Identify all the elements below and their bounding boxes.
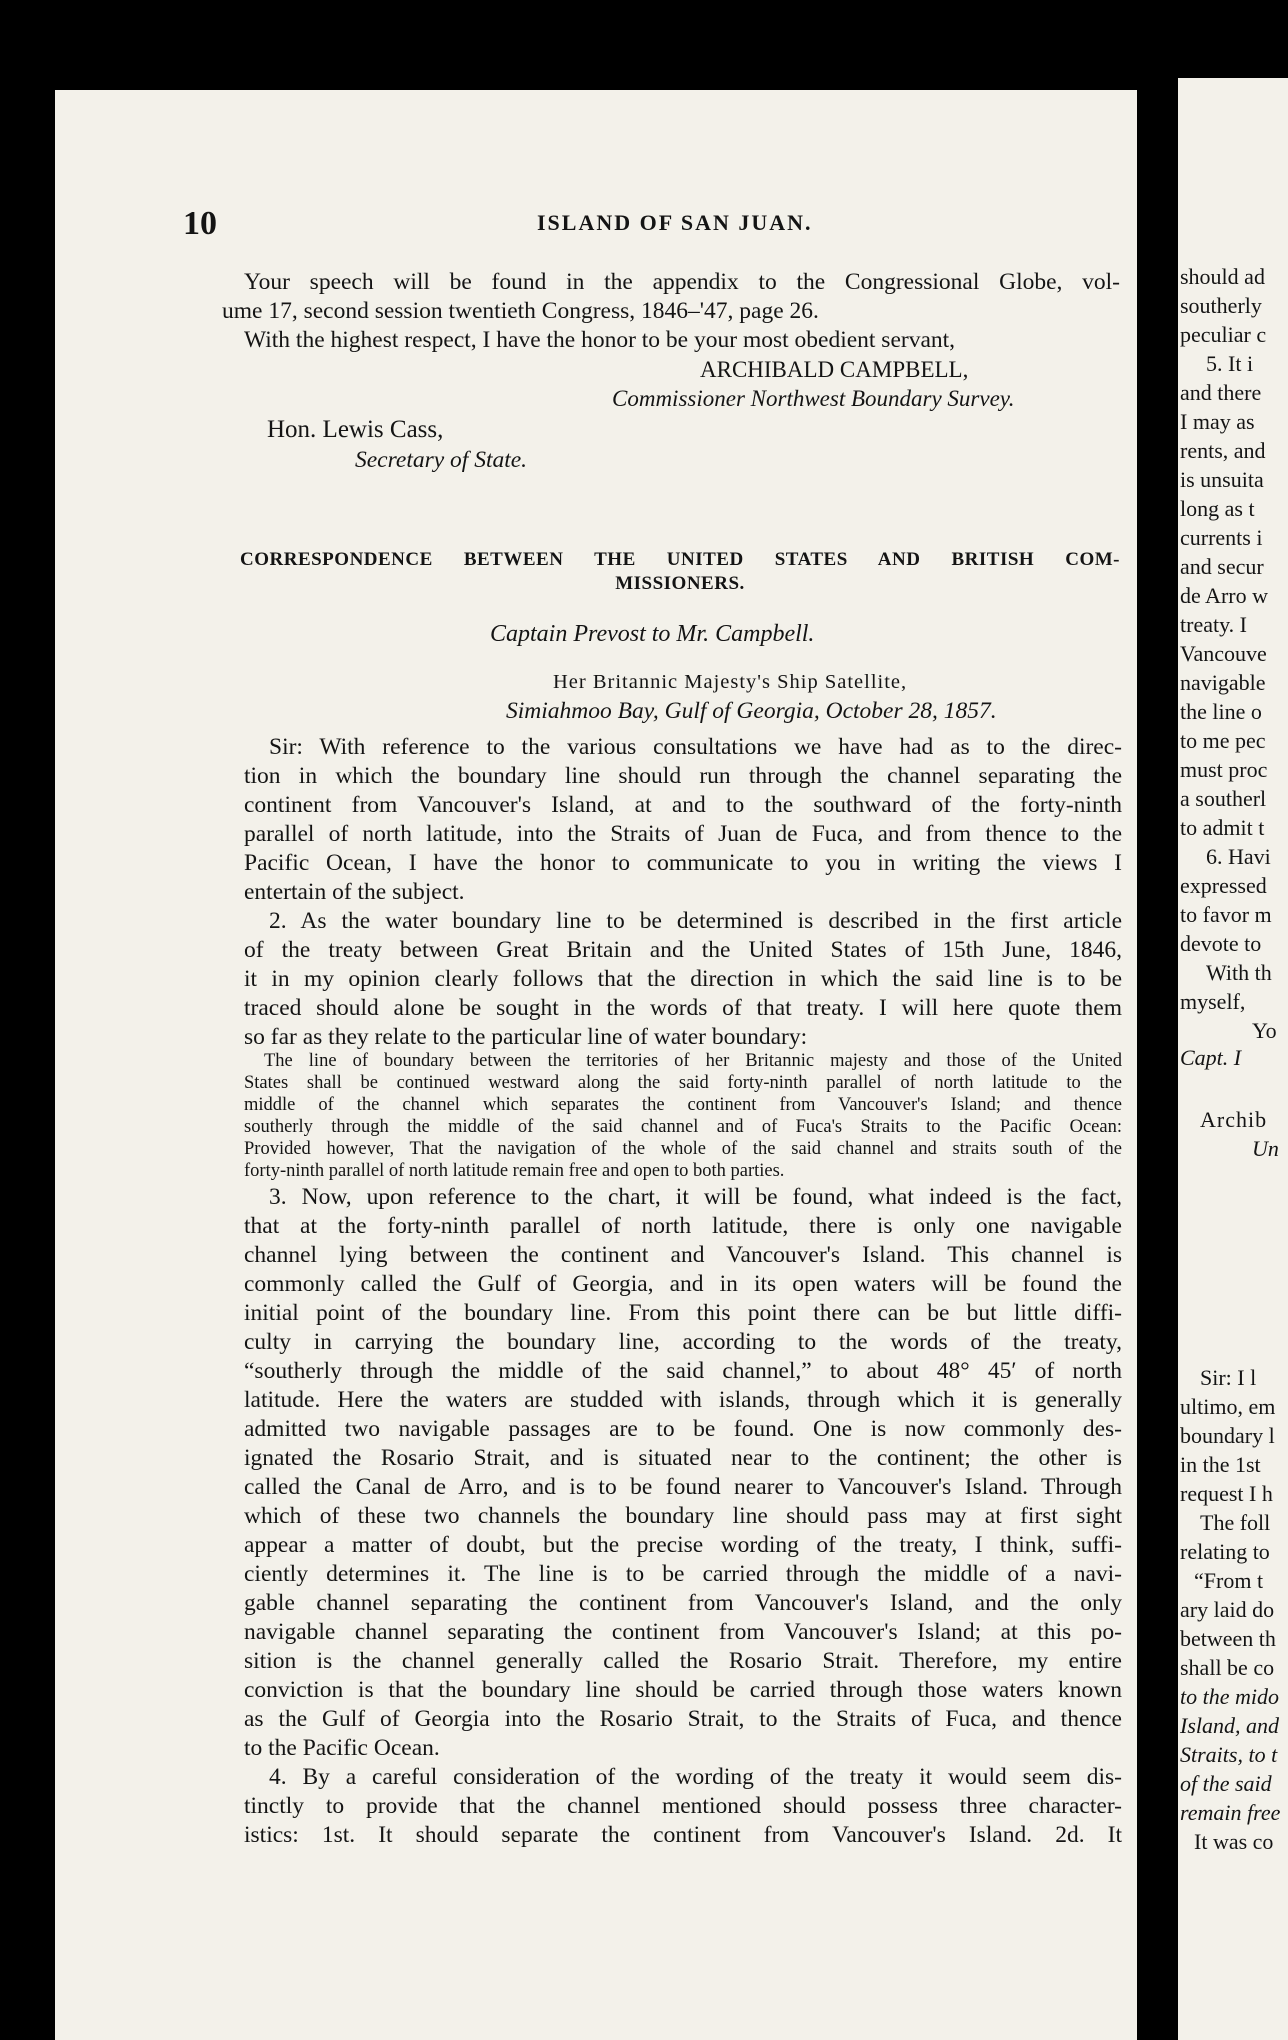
text-line: gable channel separating the continent from Vancouver's Island, and the only <box>244 1590 1122 1616</box>
fragment-line: rents, and <box>1180 438 1266 463</box>
addressee: Hon. Lewis Cass, <box>267 416 444 443</box>
text-line: Pacific Ocean, I have the honor to communicate to you in writing the views I <box>244 850 1122 876</box>
text-line: Sir: With reference to the various consultations we have had as to the direc- <box>269 734 1122 760</box>
fragment-line: peculiar c <box>1180 322 1267 347</box>
paragraph-2 <box>244 907 1122 1052</box>
text-line: channel lying between the continent and Vancouver's Island. This channel is <box>244 1242 1122 1268</box>
fragment-line: of the said <box>1180 1771 1272 1796</box>
fragment-line: currents i <box>1180 525 1263 550</box>
text-line: sition is the channel generally called the Rosario Strait. Therefore, my entire <box>244 1648 1122 1674</box>
fragment-line: between th <box>1180 1626 1276 1651</box>
fragment-line: expressed <box>1180 873 1267 898</box>
text-line: as the Gulf of Georgia into the Rosario Strait, to the Straits of Fuca, and thence <box>244 1706 1122 1732</box>
fragment-line: to the mido <box>1180 1684 1279 1709</box>
fragment-line: request I h <box>1180 1481 1273 1506</box>
addressee-title: Secretary of State. <box>355 447 528 473</box>
fragment-line: ary laid do <box>1180 1597 1275 1622</box>
fragment-line: Sir: I l <box>1200 1365 1257 1390</box>
fragment-line: southerly <box>1180 293 1262 318</box>
opening-letter-body <box>222 268 1120 355</box>
quote-line: forty-ninth parallel of north latitude remain free and open to both parties. <box>244 1161 785 1181</box>
right-column-top <box>1180 262 1277 1045</box>
treaty-quote <box>244 1050 1122 1182</box>
text-line: culty in carrying the boundary line, according to the words of the treaty, <box>244 1329 1122 1355</box>
text-line: initial point of the boundary line. From this point there can be but little diffi- <box>244 1300 1122 1326</box>
fragment-line: and there <box>1180 380 1262 405</box>
text-line: tinctly to provide that the channel mentioned should possess three character- <box>244 1793 1122 1819</box>
text-line: to the Pacific Ocean. <box>244 1735 440 1761</box>
text-line: ume 17, second session twentieth Congress, 1846–'47, page 26. <box>222 298 819 324</box>
fragment-line: should ad <box>1180 264 1265 289</box>
right-column-fragment: Un <box>1252 1136 1279 1161</box>
text-line: “southerly through the middle of the said channel,” to about 48° 45′ of north <box>244 1358 1122 1384</box>
quote-line: middle of the channel which separates the continent from Vancouver's Island; and thence <box>244 1095 1122 1115</box>
paragraph-1 <box>244 733 1122 907</box>
fragment-line: a southerl <box>1180 786 1267 811</box>
closing-line: With the highest respect, I have the honor to be your most obedient servant, <box>244 327 956 353</box>
text-line: ciently determines it. The line is to be carried through the middle of a navi- <box>244 1561 1122 1587</box>
text-line: so far as they relate to the particular line of water boundary: <box>244 1024 808 1050</box>
fragment-line: myself, <box>1180 989 1246 1014</box>
text-line: navigable channel separating the continent from Vancouver's Island; at this po- <box>244 1619 1122 1645</box>
text-line: ignated the Rosario Strait, and is situated near to the continent; the other is <box>244 1445 1122 1471</box>
text-line: 3. Now, upon reference to the chart, it will be found, what indeed is the fact, <box>269 1184 1122 1210</box>
paragraph-4 <box>244 1763 1122 1850</box>
fragment-line: the line o <box>1180 699 1262 724</box>
fragment-line: Island, and <box>1180 1713 1279 1738</box>
fragment-line: to favor m <box>1180 902 1272 927</box>
paragraph-3 <box>244 1183 1122 1763</box>
text-line: it in my opinion clearly follows that the direction in which the said line is to be <box>244 966 1122 992</box>
section-title-line: CORRESPONDENCE BETWEEN THE UNITED STATES AND BRITISH COM- <box>240 549 1120 570</box>
page-number: 10 <box>183 205 217 242</box>
quote-line: States shall be continued westward along the said forty-ninth parallel of north latitude to the <box>244 1073 1122 1093</box>
running-head: ISLAND OF SAN JUAN. <box>537 210 813 235</box>
text-line: that at the forty-ninth parallel of north latitude, there is only one navigable <box>244 1213 1122 1239</box>
quote-line: southerly through the middle of the said channel and of Fuca's Straits to the Pacific Ocean: <box>244 1117 1122 1137</box>
fragment-line: It was co <box>1194 1829 1274 1854</box>
fragment-line: The foll <box>1200 1510 1271 1535</box>
right-column-fragment: Capt. I <box>1180 1045 1242 1070</box>
text-line: admitted two navigable passages are to be found. One is now commonly des- <box>244 1416 1122 1442</box>
fragment-line: Vancouve <box>1180 641 1267 666</box>
text-line: of the treaty between Great Britain and the United States of 15th June, 1846, <box>244 937 1122 963</box>
fragment-line: ultimo, em <box>1180 1394 1276 1419</box>
fragment-line: “From t <box>1194 1568 1264 1593</box>
text-line: 4. By a careful consideration of the wording of the treaty it would seem dis- <box>269 1764 1122 1790</box>
fragment-line: must proc <box>1180 757 1268 782</box>
fragment-line: remain free <box>1180 1800 1281 1825</box>
text-line: which of these two channels the boundary line should pass may at first sight <box>244 1503 1122 1529</box>
fragment-line: With th <box>1206 960 1272 985</box>
fragment-line: de Arro w <box>1180 583 1268 608</box>
signer-title: Commissioner Northwest Boundary Survey. <box>612 386 1015 411</box>
fragment-line: Yo <box>1252 1018 1277 1043</box>
fragment-line: 5. It i <box>1206 351 1254 376</box>
letter-title: Captain Prevost to Mr. Campbell. <box>490 621 815 647</box>
fragment-line: is unsuita <box>1180 467 1264 492</box>
fragment-line: I may as <box>1180 409 1255 434</box>
fragment-line: to me pec <box>1180 728 1266 753</box>
fragment-line: long as t <box>1180 496 1255 521</box>
text-line: called the Canal de Arro, and is to be found nearer to Vancouver's Island. Through <box>244 1474 1122 1500</box>
fragment-line: to admit t <box>1180 815 1265 840</box>
fragment-line: treaty. I <box>1180 612 1247 637</box>
section-title <box>240 548 1120 596</box>
text-line: conviction is that the boundary line should be carried through those waters known <box>244 1677 1122 1703</box>
text-line: tion in which the boundary line should run through the channel separating the <box>244 763 1122 789</box>
text-line: appear a matter of doubt, but the precise wording of the treaty, I think, suffi- <box>244 1532 1122 1558</box>
fragment-line: 6. Havi <box>1206 844 1271 869</box>
fragment-line: and secur <box>1180 554 1264 579</box>
fragment-line: in the 1st <box>1180 1452 1261 1477</box>
text-line: commonly called the Gulf of Georgia, and in its open waters will be found the <box>244 1271 1122 1297</box>
fragment-line: relating to <box>1180 1539 1270 1564</box>
quote-line: The line of boundary between the territories of her Britannic majesty and those of the United <box>264 1051 1122 1071</box>
fragment-line: Straits, to t <box>1180 1742 1278 1767</box>
text-line: Your speech will be found in the appendix to the Congressional Globe, vol- <box>244 269 1120 295</box>
section-title-line: MISSIONERS. <box>615 573 745 594</box>
quote-line: Provided however, That the navigation of the whole of the said channel and straits south of the <box>244 1139 1122 1159</box>
fragment-line: shall be co <box>1180 1655 1275 1680</box>
fragment-line: boundary l <box>1180 1423 1275 1448</box>
right-column-fragment: Archib <box>1200 1107 1268 1132</box>
fragment-line: navigable <box>1180 670 1266 695</box>
fragment-line: devote to <box>1180 931 1262 956</box>
text-line: entertain of the subject. <box>244 879 465 905</box>
text-line: traced should alone be sought in the words of that treaty. I will here quote them <box>244 995 1122 1021</box>
text-line: istics: 1st. It should separate the continent from Vancouver's Island. 2d. It <box>244 1822 1122 1848</box>
text-line: latitude. Here the waters are studded with islands, through which it is generally <box>244 1387 1122 1413</box>
text-line: parallel of north latitude, into the Straits of Juan de Fuca, and from thence to the <box>244 821 1122 847</box>
signer-name: ARCHIBALD CAMPBELL, <box>700 357 969 382</box>
dateline-place: Simiahmoo Bay, Gulf of Georgia, October 28, 1857. <box>506 698 997 724</box>
text-line: continent from Vancouver's Island, at and to the southward of the forty-ninth <box>244 792 1122 818</box>
dateline-ship: Her Britannic Majesty's Ship Satellite, <box>553 671 908 693</box>
right-column-bottom <box>1180 1363 1280 1856</box>
text-line: 2. As the water boundary line to be determined is described in the first article <box>269 908 1122 934</box>
